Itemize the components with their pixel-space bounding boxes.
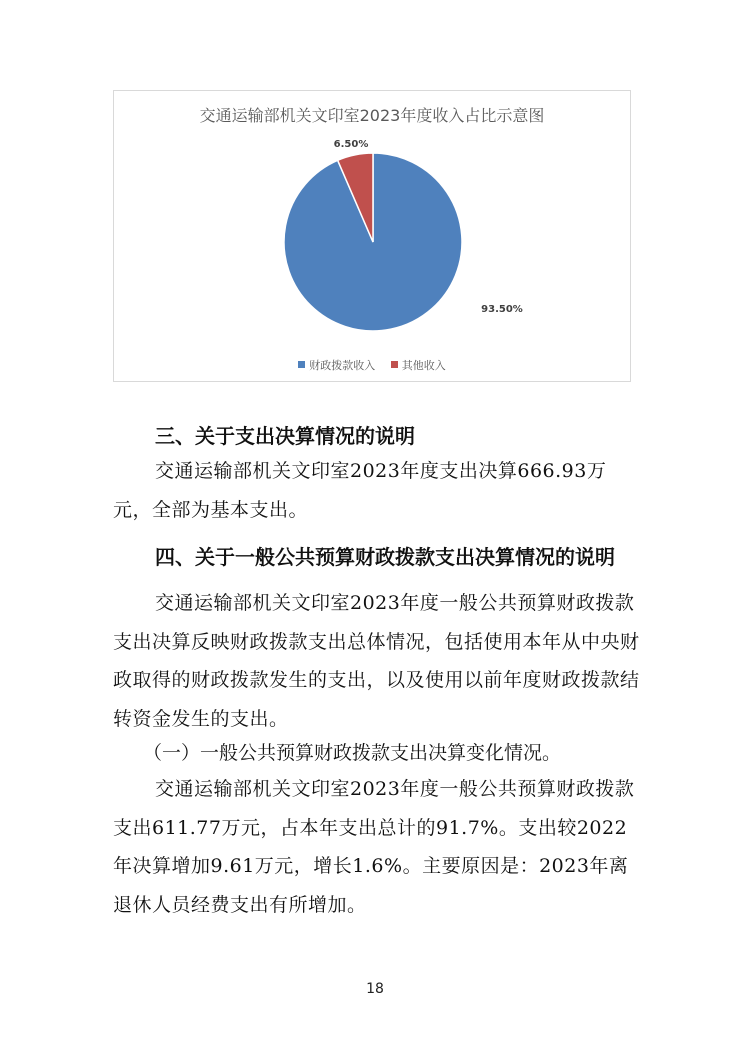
data-label-fiscal: 93.50% (481, 304, 523, 315)
chart-title: 交通运输部机关文印室2023年度收入占比示意图 (199, 106, 545, 125)
legend-label-other: 其他收入 (401, 359, 446, 372)
section4-heading: 四、关于一般公共预算财政拨款支出决算情况的说明 (155, 545, 615, 569)
section4-subparagraph: 交通运输部机关文印室2023年度一般公共预算财政拨款支出611.77万元，占本年支出总计的91.7%。支出较2022年决算增加9.61万元，增长1.6%。主要原因是：2023年离退休人员经费支出有所增加。 (113, 778, 635, 916)
section4-paragraph: 交通运输部机关文印室2023年度一般公共预算财政拨款支出决算反映财政拨款支出总体情况，包括使用本年从中央财政取得的财政拨款发生的支出，以及使用以前年度财政拨款结转资金发生的支出。 (113, 592, 640, 730)
legend-swatch-other (391, 361, 398, 368)
chart-legend (114, 357, 630, 373)
data-label-other: 6.50% (333, 139, 369, 150)
page-number: 18 (366, 981, 384, 997)
section3-paragraph: 交通运输部机关文印室2023年度支出决算666.93万元，全部为基本支出。 (113, 460, 607, 521)
legend-label-fiscal: 财政拨款收入 (309, 359, 376, 372)
section3-heading: 三、关于支出决算情况的说明 (155, 424, 415, 448)
legend-item-other (391, 357, 446, 373)
income-pie-chart (113, 90, 631, 382)
section4-subheading: （一）一般公共预算财政拨款支出决算变化情况。 (143, 742, 562, 764)
legend-item-fiscal (298, 357, 375, 373)
pie-svg (114, 91, 632, 383)
legend-swatch-fiscal (298, 361, 305, 368)
